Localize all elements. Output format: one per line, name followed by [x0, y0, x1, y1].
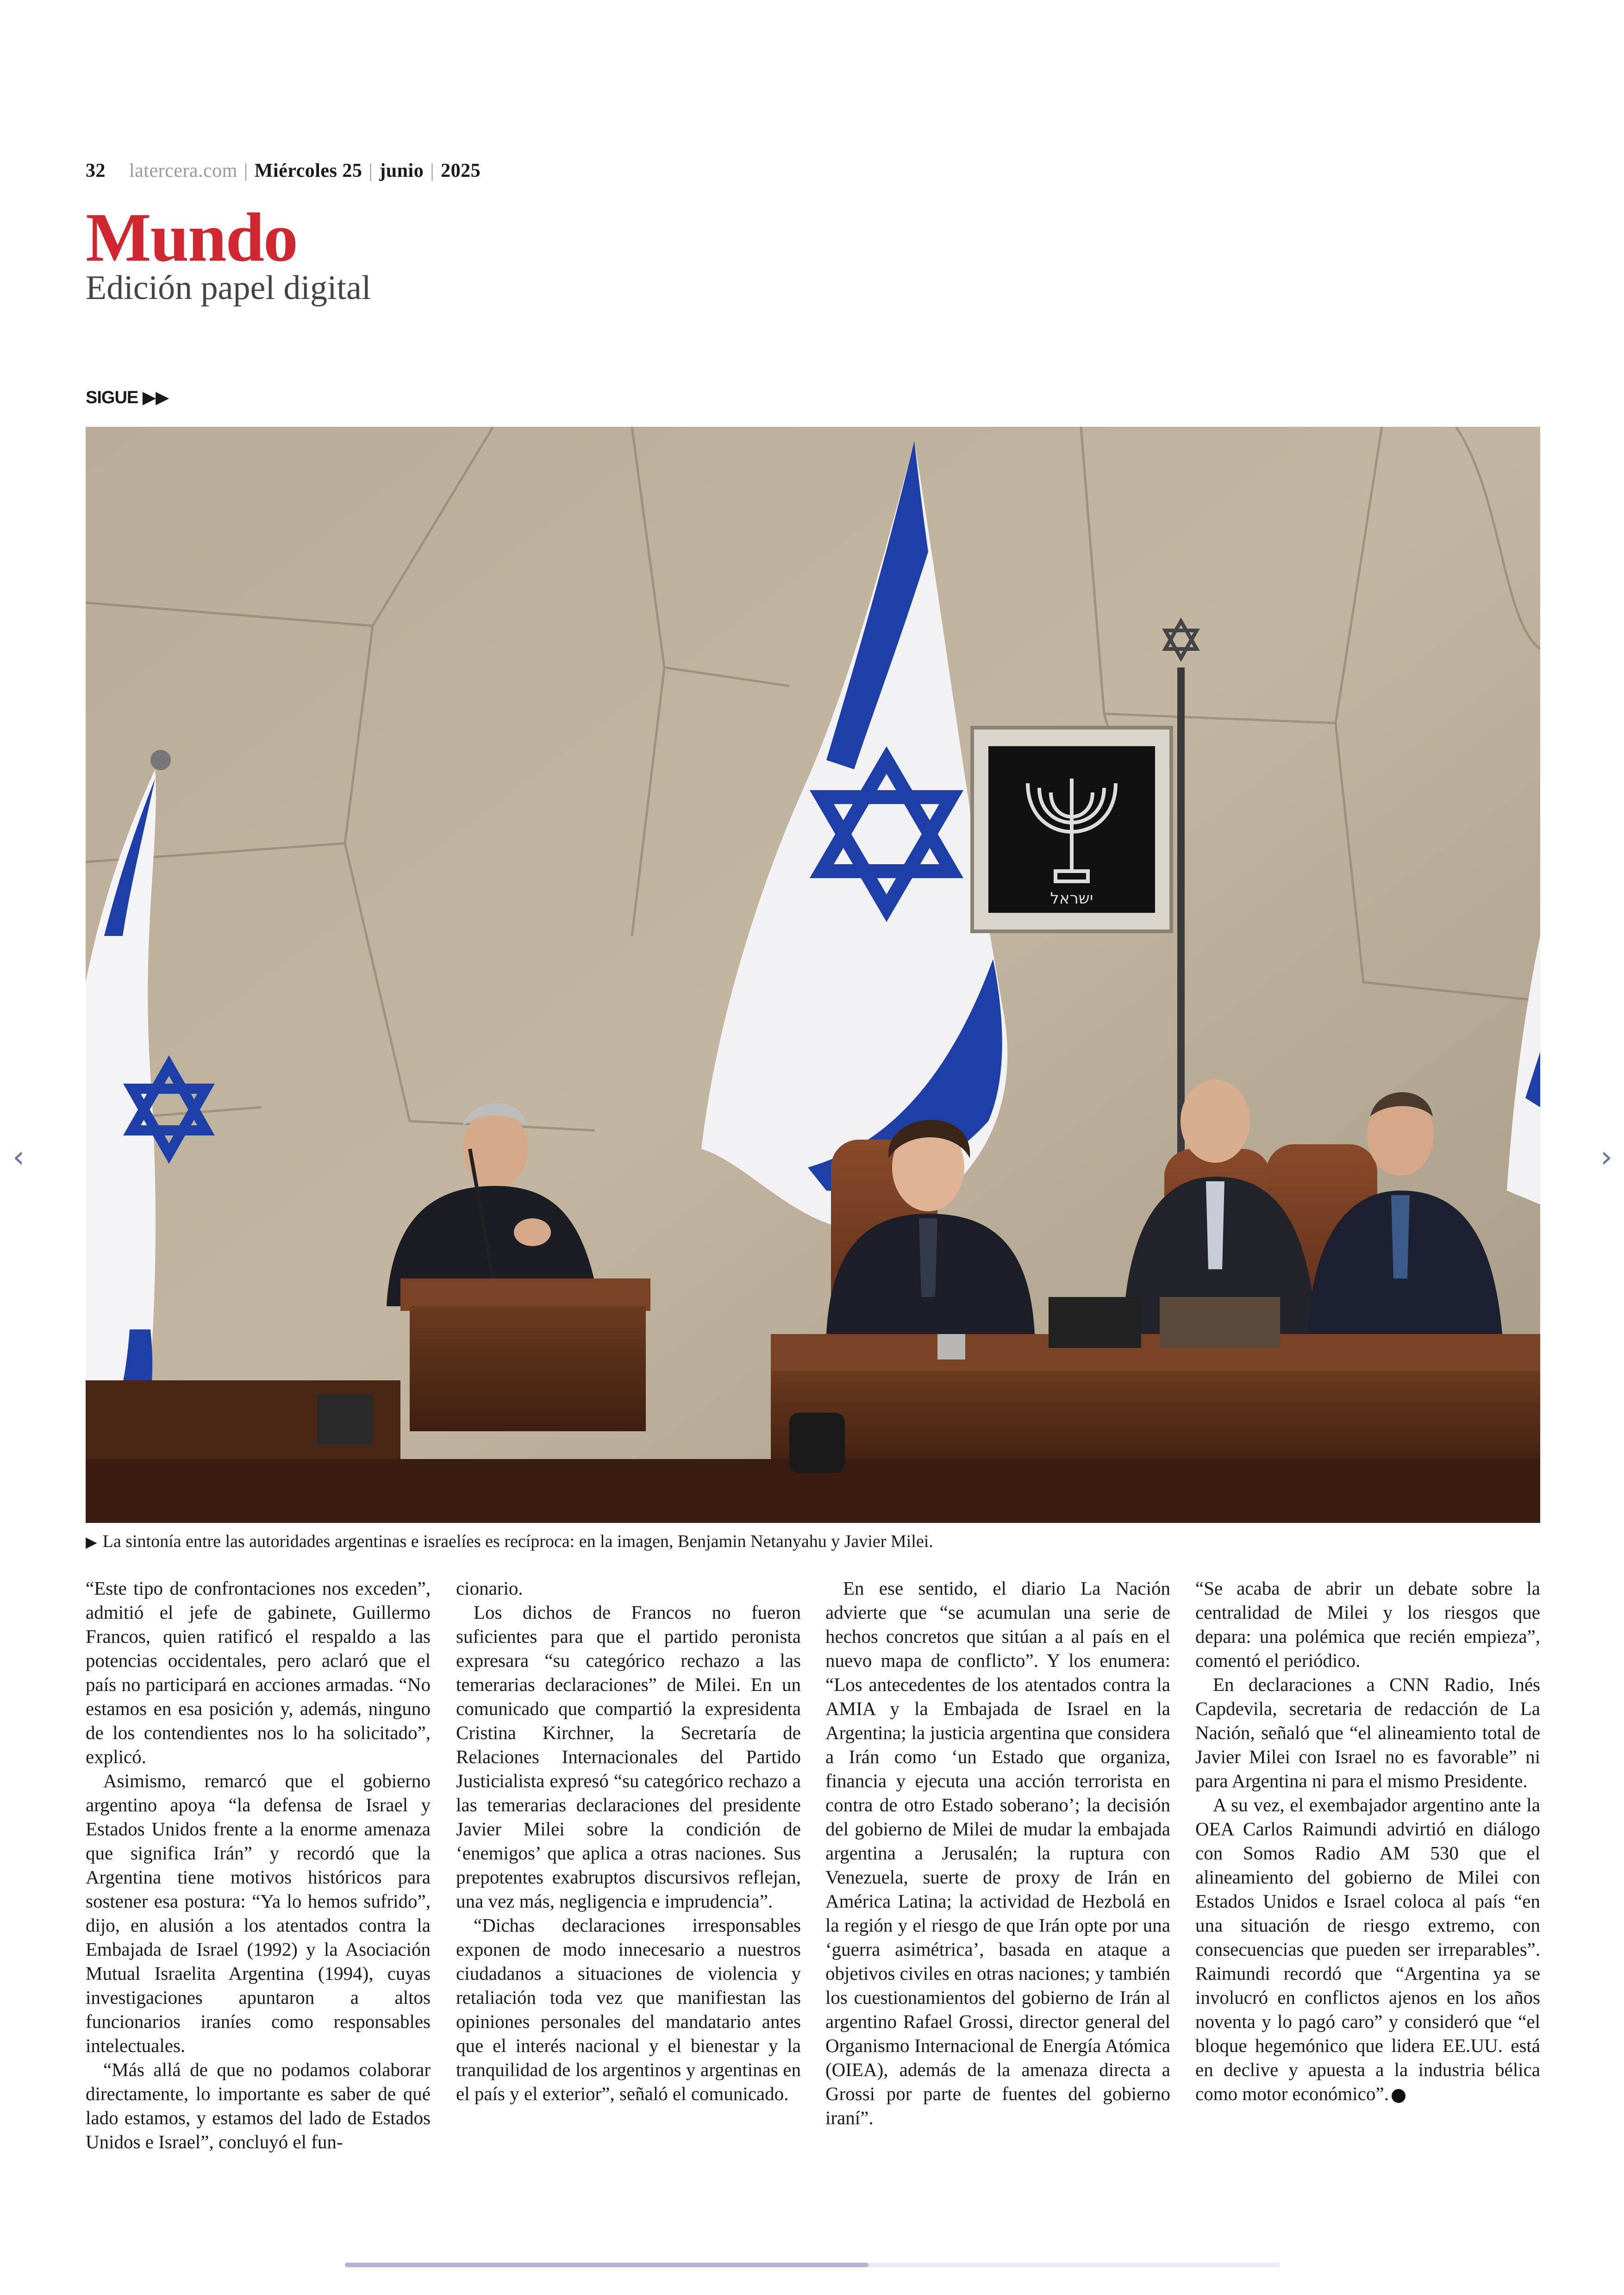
- end-of-article-icon: [1392, 2089, 1405, 2103]
- paragraph: “Dichas declaraciones irresponsables exponen de modo innecesario a nuestros ciudadanos a situaciones de violencia y retaliación toda vez que manifiestan las opiniones personales del mandatario antes que el interés nacional y el bienestar y la tranquilidad de los argentinos y argentinas en el país y el exterior”, señaló el comunicado.: [456, 1915, 801, 2104]
- page-scroll-thumb[interactable]: [345, 2263, 868, 2267]
- knesset-scene: [86, 427, 1540, 1523]
- triangle-bullet-icon: ▶: [86, 1533, 97, 1551]
- article-column-2: [456, 1576, 801, 2106]
- article-column-3: [825, 1576, 1170, 2130]
- paragraph: [1195, 1793, 1540, 2106]
- edition-subtitle: Edición papel digital: [86, 269, 371, 307]
- continues-marker: SIGUE ▶▶: [86, 388, 169, 407]
- paragraph-text: A su vez, el exembajador argentino ante la OEA Carlos Raimundi advirtió en diálogo con Somos Radio AM 530 que el alineamiento del gobierno de Milei con Estados Unidos e Israel coloca al país “en una situación de riesgo extremo, con consecuencias que pueden ser irreparables”. Raimundi recordó que “Argentina ya se involucró en conflictos ajenos en los años noventa y lo pagó caro” y consideró que “el bloque hegemónico que lidera EE.UU. está en declive y apuesta a la industria bélica como motor económico”.: [1195, 1794, 1540, 2104]
- date-month: junio: [379, 160, 424, 181]
- chevron-left-icon[interactable]: ‹: [12, 1140, 25, 1174]
- paragraph: “Más allá de que no podamos colaborar directamente, lo importante es saber de qué lado estamos, y estamos del lado de Estados Unidos e Israel”, concluyó el fun-: [86, 2059, 431, 2152]
- page-number: 32: [86, 160, 106, 181]
- section-title: Mundo: [86, 199, 297, 276]
- date-year: 2025: [441, 160, 481, 181]
- date-day: Miércoles 25: [254, 160, 362, 181]
- folio-separator: |: [244, 160, 248, 181]
- photo-caption: [86, 1531, 1540, 1552]
- photo-caption-text: La sintonía entre las autoridades argentinas e israelíes es recíproca: en la imagen, Benjamin Netanyahu y Javier Milei.: [102, 1532, 933, 1551]
- article-column-1: [86, 1576, 431, 2154]
- article-column-4: [1195, 1576, 1540, 2106]
- chevron-right-icon[interactable]: ›: [1600, 1140, 1612, 1174]
- paragraph: Asimismo, remarcó que el gobierno argentino apoya “la defensa de Israel y Estados Unidos frente a la enorme amenaza que significa Irán” y recordó que la Argentina tiene motivos históricos para sostener esa postura: “Ya lo hemos sufrido”, dijo, en alusión a los atentados contra la Embajada de Israel (1992) y la Asociación Mutual Israelita Argentina (1994), cuyas investigaciones apuntaron a altos funcionarios iraníes como responsables intelectuales.: [86, 1770, 431, 2056]
- site-name[interactable]: latercera.com: [129, 160, 237, 181]
- page-folio: [86, 160, 481, 182]
- paragraph: “Este tipo de confrontaciones nos exceden”, admitió el jefe de gabinete, Guillermo Francos, quien ratificó el respaldo a las potencias occidentales, pero aclaró que el país no participará en acciones armadas. “No estamos en esa posición y, además, ninguno de los contendientes nos lo ha solicitado”, explicó.: [86, 1578, 431, 1767]
- paragraph: En ese sentido, el diario La Nación advierte que “se acumulan una serie de hechos concretos que sitúan a al país en el nuevo mapa de conflicto”. Y los enumera: “Los antecedentes de los atentados contra la AMIA y la Embajada de Israel en la Argentina; la justicia argentina que considera a Irán como ‘un Estado que organiza, financia y ejecuta una acción terrorista en contra de otro Estado soberano’; la decisión del gobierno de Milei de mudar la embajada argentina a Jerusalén; la ruptura con Venezuela, suerte de proxy de Irán en América Latina; la actividad de Hezbolá en la región y el riesgo de que Irán opte por una ‘guerra asimétrica’, basada en ataque a objetivos civiles en otras naciones; y también los cuestionamientos del gobierno de Irán al argentino Rafael Grossi, director general del Organismo Internacional de Energía Atómica (OIEA), además de la amenaza directa a Grossi por parte de fuentes del gobierno iraní”.: [825, 1578, 1170, 2128]
- state-emblem: [972, 728, 1171, 931]
- folio-separator: |: [430, 160, 435, 181]
- emblem-text: ישראל: [1050, 889, 1093, 908]
- folio-separator: |: [369, 160, 373, 181]
- paragraph: cionario.: [456, 1578, 523, 1599]
- article-photo: [86, 427, 1540, 1523]
- paragraph: Los dichos de Francos no fueron suficientes para que el partido peronista expresara “su categórico rechazo a las temerarias declaraciones” de Milei. En un comunicado que compartió la expresidenta Cristina Kirchner, la Secretaría de Relaciones Internacionales del Partido Justicialista expresó “su categórico rechazo a las temerarias declaraciones del presidente Javier Milei sobre la condición de ‘enemigos’ que aplica a otras naciones. Sus prepotentes exabruptos discursivos reflejan, una vez más, negligencia e imprudencia”.: [456, 1602, 801, 1912]
- paragraph: “Se acaba de abrir un debate sobre la centralidad de Milei y los riesgos que depara: una polémica que recién empieza”, comentó el periódico.: [1195, 1578, 1540, 1671]
- paragraph: En declaraciones a CNN Radio, Inés Capdevila, secretaria de redacción de La Nación, señaló que “el alineamiento total de Javier Milei con Israel no es favorable” ni para Argentina ni para el mismo Presidente.: [1195, 1674, 1540, 1791]
